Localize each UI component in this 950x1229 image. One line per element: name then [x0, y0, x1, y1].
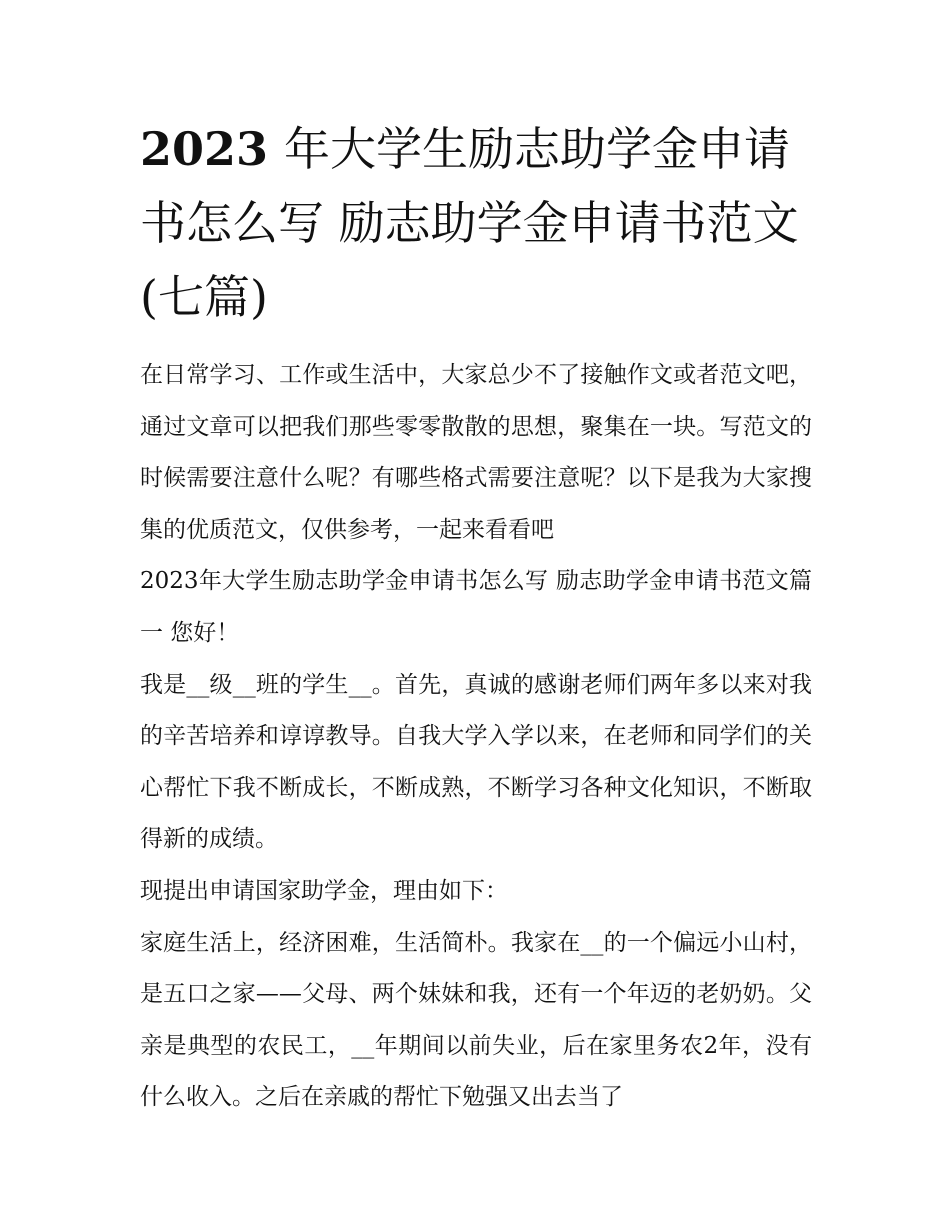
title-year: 2023 [140, 122, 269, 176]
family-situation-paragraph: 家庭生活上，经济困难，生活简朴。我家在__的一个偏远小山村，是五口之家——父母、两个妹妹和我，还有一个年迈的老奶奶。父亲是典型的农民工，__年期间以前失业，后在家里务农2年，没有什么收入。之后在亲戚的帮忙下勉强又出去当了 [140, 929, 812, 1111]
title-text: 年大学生励志助学金申请书怎么写 励志助学金申请书范文(七篇) [140, 122, 799, 324]
reason-lead-paragraph: 现提出申请国家助学金，理由如下： [140, 877, 508, 904]
document-page [140, 112, 812, 1124]
self-introduction-paragraph: 我是__级__班的学生__。首先，真诚的感谢老师们两年多以来对我的辛苦培养和谆谆教导。自我大学入学以来，在老师和同学们的关心帮忙下我不断成长，不断成熟，不断学习各种文化知识，不断取得新的成绩。 [140, 671, 812, 853]
intro-paragraph: 在日常学习、工作或生活中，大家总少不了接触作文或者范文吧，通过文章可以把我们那些零零散散的思想，聚集在一块。写范文的时候需要注意什么呢？有哪些格式需要注意呢？以下是我为大家搜集的优质范文，仅供参考，一起来看看吧 [140, 362, 812, 543]
section-heading-paragraph: 2023年大学生励志助学金申请书怎么写 励志助学金申请书范文篇一 您好！ [140, 568, 812, 646]
document-title [140, 112, 812, 334]
document-body [140, 350, 812, 1124]
